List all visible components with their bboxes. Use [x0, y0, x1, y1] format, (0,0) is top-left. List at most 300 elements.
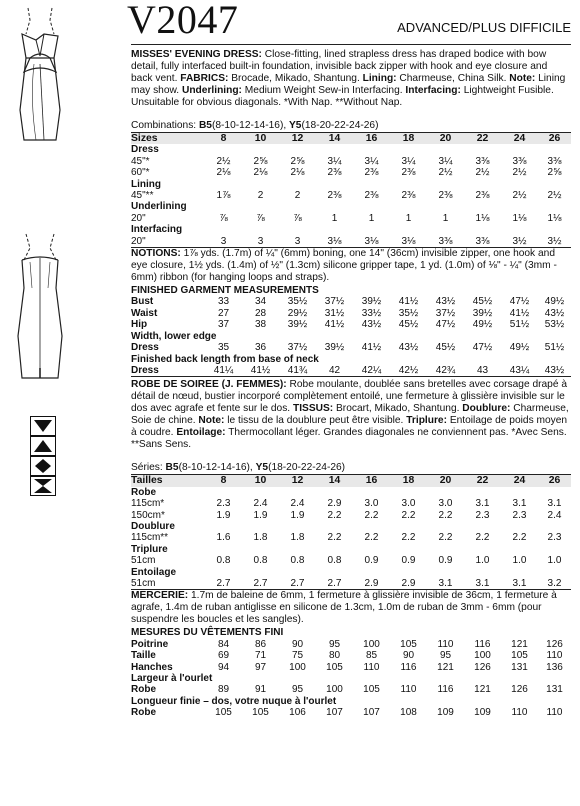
- bold-label: MERCERIE:: [131, 590, 189, 602]
- cell-value: 0.8: [216, 555, 231, 567]
- cell-value: 2⅜: [438, 190, 453, 202]
- cell-value: 49½: [472, 319, 493, 331]
- cell-value: 3⅜: [475, 235, 490, 247]
- bold-label: TISSUS:: [292, 403, 334, 415]
- row-label: Interfacing: [131, 224, 183, 236]
- cell-value: 2.9: [364, 577, 379, 589]
- bold-label: Triplure:: [406, 415, 447, 427]
- cell-value: 41¾: [287, 364, 308, 376]
- cell-value: 47½: [435, 319, 456, 331]
- cell-value: 109: [437, 707, 454, 719]
- cell-value: 2⅜: [327, 167, 342, 179]
- combo-sizes: (8-10-12-14-16),: [178, 462, 256, 474]
- cell-value: 85: [365, 650, 378, 662]
- french-notions: [131, 590, 571, 626]
- cell-value: 1.0: [475, 555, 490, 567]
- cell-value: 2.9: [401, 577, 416, 589]
- table-row: [131, 673, 571, 684]
- table-row: [131, 567, 571, 578]
- cell-value: 0.9: [438, 555, 453, 567]
- cell-value: 8: [205, 475, 242, 487]
- table-row: [131, 475, 571, 487]
- cell-value: 2: [257, 190, 264, 202]
- cell-value: 45½: [435, 342, 456, 354]
- cell-value: 43: [476, 364, 489, 376]
- cell-value: 2.3: [547, 532, 562, 544]
- cell-value: 14: [316, 475, 353, 487]
- bold-label: FABRICS:: [180, 73, 229, 84]
- cell-value: 2.2: [438, 532, 453, 544]
- cell-value: 2⅝: [290, 155, 305, 167]
- table-row: [131, 331, 571, 342]
- cell-value: 43½: [544, 307, 565, 319]
- table-row: [131, 179, 571, 190]
- cell-value: 18: [390, 475, 427, 487]
- row-label: 45"**: [131, 190, 154, 202]
- cell-value: 3⅜: [438, 235, 453, 247]
- cell-value: 42¾: [435, 364, 456, 376]
- cell-value: 2⅜: [401, 190, 416, 202]
- cell-value: 2½: [475, 167, 490, 179]
- cell-value: 45½: [472, 296, 493, 308]
- cell-value: 91: [254, 684, 267, 696]
- table-row: [131, 650, 571, 661]
- cell-value: 3¼: [438, 155, 453, 167]
- cell-value: 105: [363, 684, 380, 696]
- cell-value: 20: [427, 133, 464, 145]
- cell-value: 110: [511, 707, 528, 719]
- cell-value: 26: [538, 475, 571, 487]
- cell-value: 2⅜: [364, 167, 379, 179]
- cell-value: 2⅛: [253, 167, 268, 179]
- cell-value: 43½: [435, 296, 456, 308]
- cell-value: 43½: [361, 319, 382, 331]
- row-label: 45"*: [131, 155, 150, 167]
- cell-value: 126: [511, 684, 528, 696]
- cell-value: 3¼: [401, 155, 416, 167]
- cell-value: 106: [289, 707, 306, 719]
- bold-label: Note:: [198, 415, 225, 427]
- row-label: Dress: [131, 342, 159, 354]
- cell-value: 1.9: [253, 509, 268, 521]
- cell-value: 2⅜: [327, 190, 342, 202]
- table-row: [131, 555, 571, 566]
- cell-value: 2.2: [327, 532, 342, 544]
- cell-value: 1.8: [290, 532, 305, 544]
- cell-value: 107: [326, 707, 343, 719]
- text-run: Robe moulante, doublée sans bretelles avec corsage drapé à détail de nœud, bustier incorporé complètement entoilé, une fermeture à glissière invisible sur le dos avec agrafe et fente sur le dos.: [131, 379, 568, 415]
- bold-label: Doublure:: [462, 403, 511, 415]
- row-label: Poitrine: [131, 638, 169, 650]
- cell-value: 121: [511, 638, 528, 650]
- cell-value: 105: [326, 661, 343, 673]
- cell-value: 1⅛: [547, 212, 562, 224]
- bold-label: Note:: [509, 73, 536, 84]
- cell-value: 2.9: [327, 498, 342, 510]
- cell-value: 2½: [216, 155, 231, 167]
- cell-value: 2.2: [438, 509, 453, 521]
- cell-value: 2½: [547, 190, 562, 202]
- row-label: Sizes: [131, 133, 205, 145]
- cell-value: 47½: [509, 296, 530, 308]
- table-row: [131, 156, 571, 167]
- table-row: [131, 532, 571, 543]
- row-label: 115cm**: [131, 532, 169, 544]
- row-label: 20": [131, 235, 146, 247]
- cell-value: 49½: [509, 342, 530, 354]
- table-row: [131, 190, 571, 201]
- cell-value: 2.7: [253, 577, 268, 589]
- text-run: le tissu de la doublure peut être visible.: [224, 415, 407, 427]
- row-label: Hanches: [131, 661, 173, 673]
- cell-value: 80: [328, 650, 341, 662]
- text-run: 1.7m de baleine de 6mm, 1 fermeture à glissière invisible de 36cm, 1 fermeture à agrafe, 1.4m de ruban antiglisse en silicone de 1.3cm, 1.0m de ruban de 3mm - 6mm (pour suspendre les boucles et les sangles).: [131, 590, 557, 626]
- row-label: FINISHED GARMENT MEASUREMENTS: [131, 285, 319, 297]
- table-row: [131, 224, 571, 235]
- cell-value: 41¼: [213, 364, 234, 376]
- cell-value: 2⅝: [253, 155, 268, 167]
- illustration-column: [0, 0, 122, 806]
- combo-prefix: Séries:: [131, 462, 166, 474]
- table-row: [131, 296, 571, 307]
- cell-value: 121: [474, 684, 491, 696]
- cell-value: 3¼: [327, 155, 342, 167]
- row-label: Triplure: [131, 543, 168, 555]
- table-row: [131, 684, 571, 695]
- cell-value: 1.0: [512, 555, 527, 567]
- cell-value: 2.2: [512, 532, 527, 544]
- bold-label: Entoilage:: [176, 427, 226, 439]
- cell-value: 8: [205, 133, 242, 145]
- cell-value: 10: [242, 133, 279, 145]
- cell-value: 1⅛: [475, 212, 490, 224]
- text-run: Charmeuse, China Silk.: [396, 73, 510, 84]
- text-run: Lightweight Fusible. Unsuitable for obvious diagonals. *With Nap. **Without Nap.: [131, 85, 554, 108]
- table-row: [131, 308, 571, 319]
- cell-value: 3⅛: [327, 235, 342, 247]
- layout-symbol-bowtie: [30, 476, 56, 496]
- french-garment-measurements: [131, 627, 571, 718]
- combo-sizes: (18-20-22-24-26): [301, 120, 379, 131]
- combo-prefix: Combinations:: [131, 120, 199, 131]
- table-row: [131, 639, 571, 650]
- layout-symbol-up-down: [30, 456, 56, 476]
- cell-value: 2.3: [216, 498, 231, 510]
- cell-value: 1.9: [216, 509, 231, 521]
- cell-value: 3.2: [547, 577, 562, 589]
- cell-value: 37½: [435, 307, 456, 319]
- row-label: Largeur à l'ourlet: [131, 673, 213, 684]
- cell-value: 2⅝: [547, 167, 562, 179]
- text-run: Entoilage de poids moyen à coudre.: [131, 415, 568, 439]
- cell-value: 38: [254, 319, 267, 331]
- cell-value: 41½: [398, 296, 419, 308]
- cell-value: 2.2: [401, 509, 416, 521]
- table-row: [131, 342, 571, 353]
- table-row: [131, 662, 571, 673]
- cell-value: 2⅛: [216, 167, 231, 179]
- row-label: Dress: [131, 144, 159, 156]
- cell-value: 100: [363, 638, 380, 650]
- cell-value: 2.2: [364, 532, 379, 544]
- cell-value: 0.8: [327, 555, 342, 567]
- cell-value: 33: [217, 296, 230, 308]
- row-label: 115cm*: [131, 498, 165, 510]
- cell-value: 2.4: [290, 498, 305, 510]
- cell-value: 107: [363, 707, 380, 719]
- cell-value: 1: [442, 212, 449, 224]
- cell-value: 2.3: [475, 509, 490, 521]
- cell-value: 2⅜: [475, 190, 490, 202]
- cell-value: 39½: [472, 307, 493, 319]
- row-label: Doublure: [131, 520, 175, 532]
- bold-label: MISSES' EVENING DRESS:: [131, 49, 262, 60]
- cell-value: 90: [291, 638, 304, 650]
- cell-value: 0.8: [253, 555, 268, 567]
- table-row: [131, 167, 571, 178]
- cell-value: 3¼: [364, 155, 379, 167]
- cell-value: 95: [291, 684, 304, 696]
- cell-value: 2.3: [512, 509, 527, 521]
- cell-value: 3.0: [401, 498, 416, 510]
- cell-value: 43½: [544, 364, 565, 376]
- cell-value: 3: [294, 235, 301, 247]
- cell-value: 43½: [398, 342, 419, 354]
- row-label: 51cm: [131, 555, 156, 567]
- cell-value: 108: [400, 707, 417, 719]
- cell-value: 3.1: [512, 498, 527, 510]
- table-row: [131, 236, 571, 247]
- combo-code: B5: [165, 462, 179, 474]
- cell-value: 41½: [361, 342, 382, 354]
- cell-value: 3½: [547, 235, 562, 247]
- cell-value: 1⅞: [216, 190, 231, 202]
- cell-value: 100: [326, 684, 343, 696]
- cell-value: 116: [437, 684, 454, 696]
- french-description: [131, 379, 571, 451]
- cell-value: 1.9: [290, 509, 305, 521]
- cell-value: 109: [474, 707, 491, 719]
- row-label: Robe: [131, 486, 156, 498]
- cell-value: 105: [252, 707, 269, 719]
- row-label: Robe: [131, 684, 156, 696]
- cell-value: 22: [464, 133, 501, 145]
- cell-value: 126: [474, 661, 491, 673]
- combo-sizes: (8-10-12-14-16),: [211, 120, 289, 131]
- table-row: [131, 144, 571, 155]
- cell-value: 0.9: [401, 555, 416, 567]
- cell-value: 37½: [324, 296, 345, 308]
- cell-value: 2.2: [364, 509, 379, 521]
- table-row: [131, 354, 571, 365]
- cell-value: 31½: [324, 307, 345, 319]
- text-run: Close-fitting, lined strapless dress has draped bodice with bow detail, fully interfaced built-in foundation, invisible back zipper with hook and eye closure and back vent.: [131, 49, 548, 84]
- bold-label: Lining:: [362, 73, 397, 84]
- table-row: [131, 627, 571, 638]
- cell-value: 105: [511, 650, 528, 662]
- cell-value: 116: [400, 661, 417, 673]
- table-row: [131, 487, 571, 498]
- cell-value: 110: [437, 638, 454, 650]
- cell-value: 2: [294, 190, 301, 202]
- cell-value: ⅞: [256, 212, 265, 224]
- cell-value: 3.1: [547, 498, 562, 510]
- cell-value: 3⅛: [364, 235, 379, 247]
- row-label: Bust: [131, 296, 154, 308]
- cell-value: 105: [215, 707, 232, 719]
- cell-value: 131: [546, 684, 563, 696]
- cell-value: 97: [254, 661, 267, 673]
- cell-value: 42: [328, 364, 341, 376]
- cell-value: 3⅜: [512, 155, 527, 167]
- cell-value: 16: [353, 475, 390, 487]
- cell-value: 2.4: [547, 509, 562, 521]
- row-label: Tailles: [131, 475, 205, 487]
- text-run: Medium Weight Sew-in Interfacing.: [241, 85, 406, 96]
- cell-value: 110: [546, 707, 563, 719]
- cell-value: 16: [353, 133, 390, 145]
- pattern-info: [127, 0, 571, 719]
- cell-value: 22: [464, 475, 501, 487]
- header: [127, 0, 571, 44]
- cell-value: 1⅛: [512, 212, 527, 224]
- cell-value: 49½: [544, 296, 565, 308]
- back-view-drawing: [0, 228, 80, 390]
- cell-value: 35: [217, 342, 230, 354]
- english-fabric-table: [131, 132, 571, 247]
- cell-value: 1: [331, 212, 338, 224]
- english-garment-measurements: [131, 285, 571, 376]
- cell-value: 35½: [398, 307, 419, 319]
- cell-value: 27: [217, 307, 230, 319]
- cell-value: 3: [220, 235, 227, 247]
- cell-value: 136: [546, 661, 563, 673]
- cell-value: 28: [254, 307, 267, 319]
- row-label: Lining: [131, 178, 161, 190]
- cell-value: 3: [257, 235, 264, 247]
- cell-value: 35½: [287, 296, 308, 308]
- bold-label: ROBE DE SOIREE (J. FEMMES):: [131, 379, 287, 391]
- cell-value: 3.0: [364, 498, 379, 510]
- table-row: [131, 133, 571, 145]
- row-label: 20": [131, 212, 146, 224]
- cell-value: 116: [474, 638, 491, 650]
- cell-value: 86: [254, 638, 267, 650]
- cell-value: 26: [538, 133, 571, 145]
- text-run: Thermocollant léger. Grandes diagonales ne conviennent pas. *Avec Sens. **Sans Sens.: [131, 427, 567, 451]
- row-label: Dress: [131, 364, 159, 376]
- cell-value: 39½: [361, 296, 382, 308]
- cell-value: 75: [291, 650, 304, 662]
- cell-value: 105: [400, 638, 417, 650]
- row-label: 51cm: [131, 577, 156, 589]
- cell-value: 0.9: [364, 555, 379, 567]
- bold-label: NOTIONS:: [131, 248, 181, 260]
- row-label: Finished back length from base of neck: [131, 353, 319, 365]
- combo-code: Y5: [289, 120, 302, 131]
- row-label: Longueur finie – dos, votre nuque à l'ourlet: [131, 695, 337, 707]
- cell-value: 94: [217, 661, 230, 673]
- cell-value: 95: [439, 650, 452, 662]
- cell-value: 41½: [509, 307, 530, 319]
- cell-value: 3½: [512, 235, 527, 247]
- row-label: MESURES DU VÊTEMENTS FINI: [131, 627, 284, 639]
- table-row: [131, 696, 571, 707]
- cell-value: 18: [390, 133, 427, 145]
- row-label: Width, lower edge: [131, 330, 217, 342]
- french-series: [131, 462, 571, 474]
- cell-value: 1.8: [253, 532, 268, 544]
- english-combinations: [131, 120, 571, 132]
- cell-value: 2.4: [253, 498, 268, 510]
- cell-value: 2½: [512, 167, 527, 179]
- layout-symbol-up: [30, 436, 56, 456]
- cell-value: 51½: [544, 342, 565, 354]
- cell-value: 2.7: [290, 577, 305, 589]
- cell-value: 131: [511, 661, 528, 673]
- table-row: [131, 498, 571, 509]
- cell-value: 39½: [324, 342, 345, 354]
- text-run: 1⅞ yds. (1.7m) of ¼" (6mm) boning, one 14" (36cm) invisible zipper, one hook and eye closure, 1½ yds. (1.4m) of ½" (1.3cm) silicone gripper tape, 1 yd. (1.0m) of ⅛" - ¼" (3mm - 6mm) ribbon (for hanging loops and straps).: [131, 248, 557, 284]
- cell-value: 10: [242, 475, 279, 487]
- cell-value: 47½: [472, 342, 493, 354]
- table-row: [131, 521, 571, 532]
- difficulty-level: ADVANCED/PLUS DIFFICILE: [397, 20, 571, 35]
- english-notions: [131, 248, 571, 284]
- table-row: [131, 510, 571, 521]
- cell-value: 71: [254, 650, 267, 662]
- cell-value: 33½: [361, 307, 382, 319]
- cell-value: 29½: [287, 307, 308, 319]
- cell-value: 2⅛: [290, 167, 305, 179]
- cell-value: 110: [363, 661, 380, 673]
- cell-value: 2½: [438, 167, 453, 179]
- cell-value: 42¼: [361, 364, 382, 376]
- cell-value: ⅞: [219, 212, 228, 224]
- table-row: [131, 213, 571, 224]
- cell-value: 42½: [398, 364, 419, 376]
- cell-value: 2.7: [216, 577, 231, 589]
- row-label: Robe: [131, 707, 156, 719]
- cell-value: 3.1: [475, 577, 490, 589]
- cell-value: 2.7: [327, 577, 342, 589]
- cell-value: 3.1: [438, 577, 453, 589]
- cell-value: 12: [279, 475, 316, 487]
- cell-value: 110: [546, 650, 563, 662]
- cell-value: 20: [427, 475, 464, 487]
- combo-sizes: (18-20-22-24-26): [268, 462, 346, 474]
- cell-value: 14: [316, 133, 353, 145]
- pattern-number: V2047: [127, 0, 239, 42]
- cell-value: 41½: [324, 319, 345, 331]
- row-label: Waist: [131, 307, 158, 319]
- cell-value: 95: [328, 638, 341, 650]
- text-run: Lining may show.: [131, 73, 566, 96]
- cell-value: 2.2: [475, 532, 490, 544]
- cell-value: 3.1: [512, 577, 527, 589]
- cell-value: 41½: [250, 364, 271, 376]
- table-row: [131, 578, 571, 589]
- cell-value: 2.2: [401, 532, 416, 544]
- cell-value: 2½: [512, 190, 527, 202]
- text-run: Brocade, Mikado, Shantung.: [228, 73, 363, 84]
- cell-value: 100: [289, 661, 306, 673]
- cell-value: 3.1: [475, 498, 490, 510]
- row-label: 150cm*: [131, 509, 165, 521]
- cell-value: 0.8: [290, 555, 305, 567]
- cell-value: 2⅜: [401, 167, 416, 179]
- cell-value: 3⅜: [475, 155, 490, 167]
